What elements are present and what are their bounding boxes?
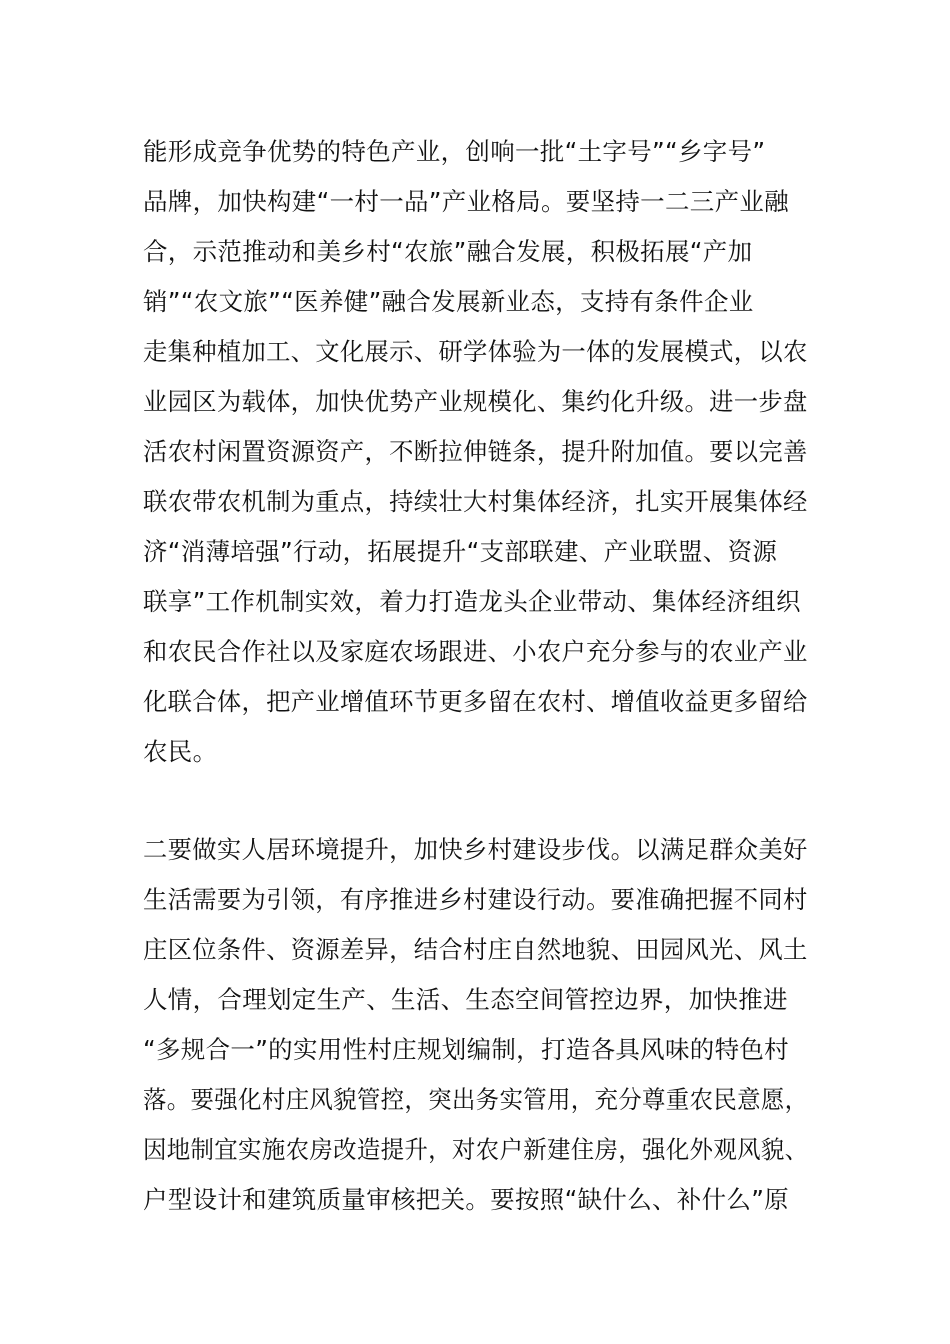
text-line: 人情，合理划定生产、生活、生态空间管控边界，加快推进 — [143, 985, 788, 1014]
text-line: 因地制宜实施农房改造提升，对农户新建住房，强化外观风貌、 — [143, 1135, 809, 1164]
text-line: “多规合一”的实用性村庄规划编制，打造各具风味的特色村 — [143, 1035, 789, 1064]
text-line: 走集种植加工、文化展示、研学体验为一体的发展模式，以农 — [143, 337, 808, 366]
text-line: 庄区位条件、资源差异，结合村庄自然地貌、田园风光、风土 — [143, 935, 808, 964]
text-line: 合，示范推动和美乡村“农旅”融合发展，积极拓展“产加 — [143, 237, 753, 266]
text-line: 能形成竞争优势的特色产业，创响一批“土字号”“乡字号” — [143, 137, 766, 166]
text-line: 二要做实人居环境提升，加快乡村建设步伐。以满足群众美好 — [143, 835, 808, 864]
text-line: 化联合体，把产业增值环节更多留在农村、增值收益更多留给 — [143, 687, 808, 716]
text-line: 业园区为载体，加快优势产业规模化、集约化升级。进一步盘 — [143, 387, 808, 416]
text-line: 活农村闲置资源资产，不断拉伸链条，提升附加值。要以完善 — [143, 437, 808, 466]
text-line: 户型设计和建筑质量审核把关。要按照“缺什么、补什么”原 — [143, 1185, 789, 1214]
text-line: 品牌，加快构建“一村一品”产业格局。要坚持一二三产业融 — [143, 187, 789, 216]
text-line: 落。要强化村庄风貌管控，突出务实管用，充分尊重农民意愿， — [143, 1085, 809, 1114]
text-line: 济“消薄培强”行动，拓展提升“支部联建、产业联盟、资源 — [143, 537, 778, 566]
text-line: 销”“农文旅”“医养健”融合发展新业态，支持有条件企业 — [143, 287, 754, 316]
text-line: 联农带农机制为重点，持续壮大村集体经济，扎实开展集体经 — [143, 487, 808, 516]
text-line: 农民。 — [143, 737, 218, 766]
text-line: 和农民合作社以及家庭农场跟进、小农户充分参与的农业产业 — [143, 637, 808, 666]
text-line: 联享”工作机制实效，着力打造龙头企业带动、集体经济组织 — [143, 587, 801, 616]
text-line: 生活需要为引领，有序推进乡村建设行动。要准确把握不同村 — [143, 885, 808, 914]
